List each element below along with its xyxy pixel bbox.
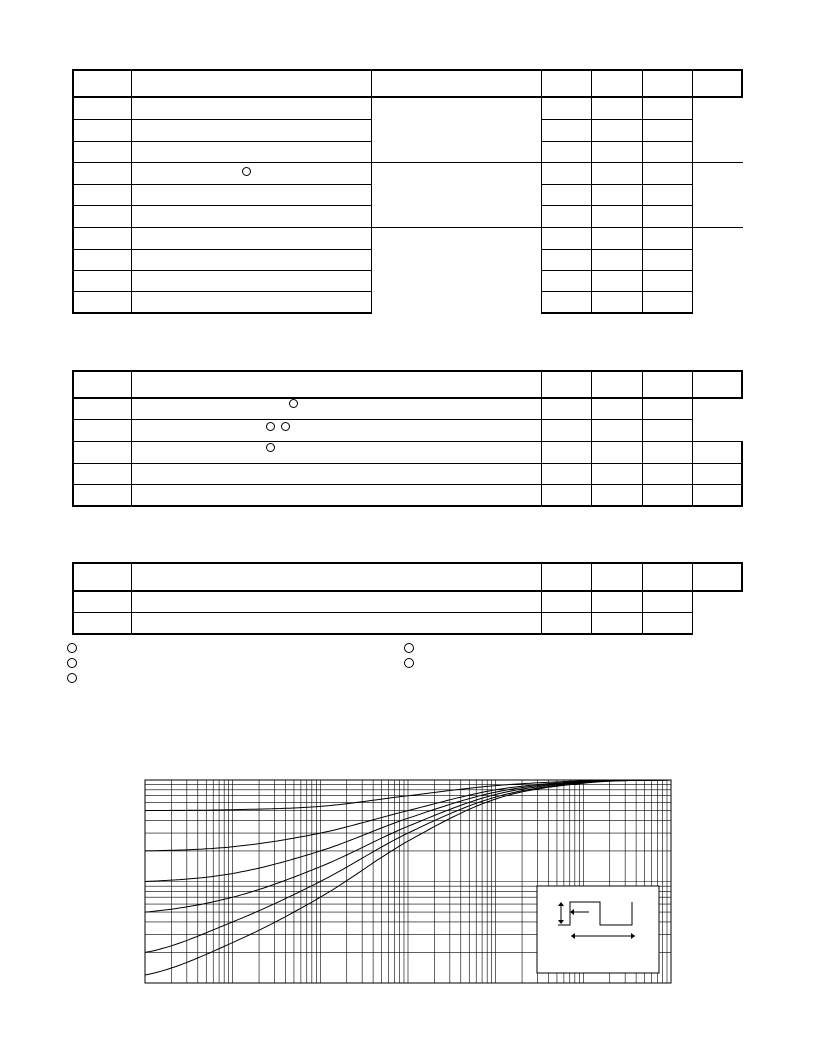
table-row-divider (74, 419, 741, 420)
table-header-divider (74, 590, 741, 592)
table-header-divider (74, 397, 741, 399)
table-col-divider (642, 564, 643, 633)
note-marker-circle (281, 422, 290, 431)
merged-cell-conditions-3 (372, 228, 541, 314)
note-marker-4 (404, 643, 414, 653)
merged-cell-units (693, 399, 743, 441)
spec-table-2 (72, 370, 743, 507)
table-row-divider (74, 484, 741, 485)
spec-table-3 (72, 562, 743, 635)
note-marker-circle (289, 399, 298, 408)
table-col-divider (131, 564, 132, 633)
spec-table-1 (72, 69, 743, 314)
table-col-divider (131, 372, 132, 505)
table-row-divider (74, 441, 741, 442)
merged-cell-units-3 (693, 228, 743, 314)
table-col-divider (591, 71, 592, 312)
merged-cell-conditions-2 (372, 163, 541, 227)
note-marker-3 (67, 673, 77, 683)
table-col-divider (642, 372, 643, 505)
note-marker-circle (266, 422, 275, 431)
note-marker-5 (404, 658, 414, 668)
table-col-divider (591, 372, 592, 505)
table-col-divider (541, 71, 542, 312)
note-marker-circle (266, 443, 275, 452)
note-marker-1 (67, 643, 77, 653)
table-col-divider (591, 564, 592, 633)
table-row-divider (74, 463, 741, 464)
merged-cell-units (693, 592, 743, 635)
table-col-divider (541, 372, 542, 505)
merged-cell-units-2 (693, 163, 743, 227)
pulse-inset (537, 886, 659, 973)
table-col-divider (642, 71, 643, 312)
inset-frame (537, 886, 659, 973)
table-row-divider (74, 612, 741, 613)
note-marker-circle (242, 167, 251, 176)
merged-cell-conditions-1 (372, 98, 541, 162)
note-marker-2 (67, 658, 77, 668)
transient-thermal-graph (140, 775, 676, 985)
merged-cell-units-1 (693, 98, 743, 162)
table-col-divider (541, 564, 542, 633)
table-col-divider (131, 71, 132, 312)
